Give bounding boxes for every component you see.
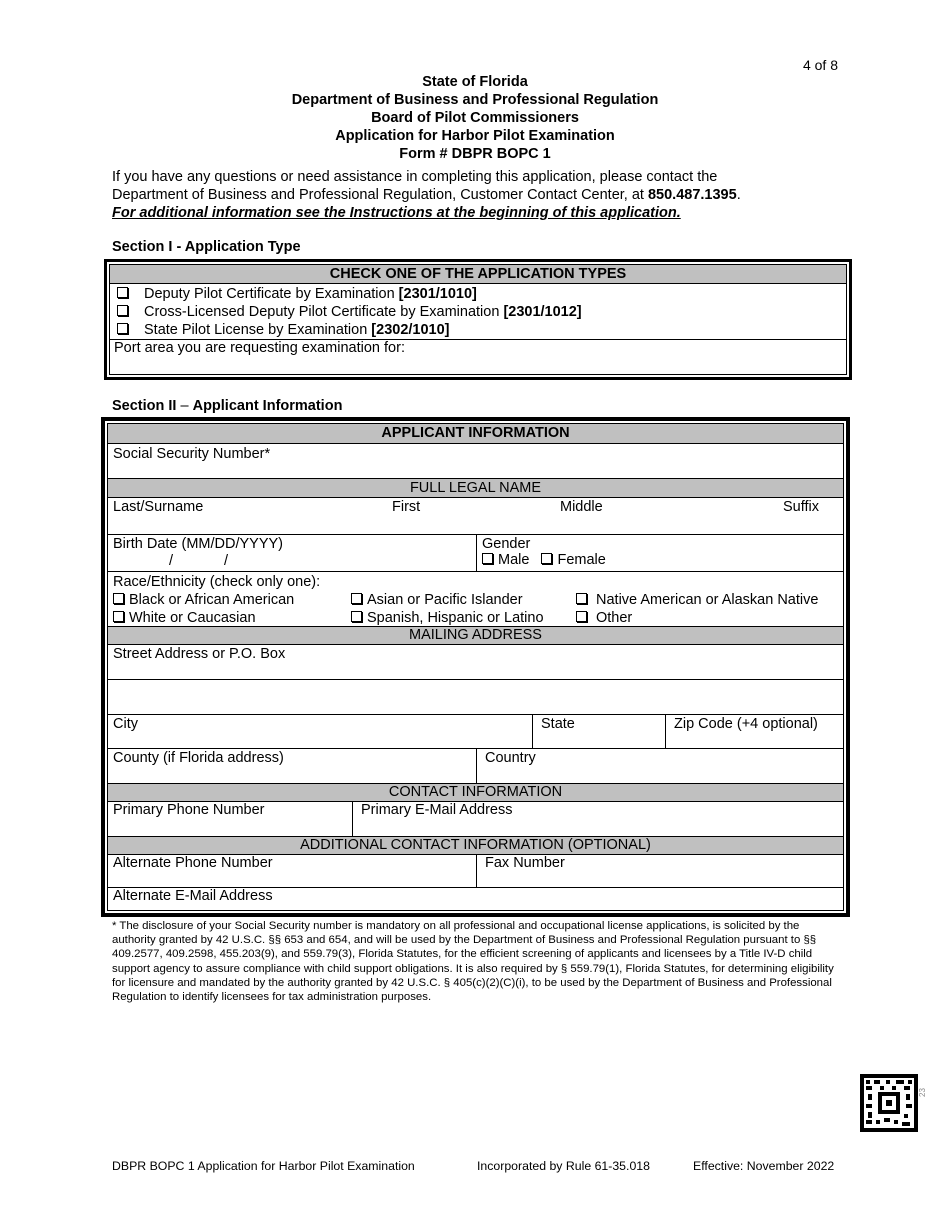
race-option-label: Spanish, Hispanic or Latino	[367, 610, 544, 626]
last-name-label: Last/Surname	[113, 499, 204, 515]
primary-email-label: Primary E-Mail Address	[361, 802, 513, 818]
birth-date-label: Birth Date (MM/DD/YYYY)	[113, 536, 283, 552]
section-2-title	[112, 398, 342, 414]
gender-field	[476, 535, 843, 571]
birth-date-field[interactable]	[108, 535, 476, 571]
alternate-contact-row	[108, 855, 843, 888]
alternate-phone-label: Alternate Phone Number	[113, 855, 273, 871]
checkbox-icon[interactable]	[117, 323, 128, 334]
form-header	[0, 73, 950, 163]
applicant-info-header: APPLICANT INFORMATION	[108, 424, 843, 444]
section-2-title-b: Applicant Information	[192, 398, 343, 414]
race-label: Race/Ethnicity (check only one):	[113, 574, 321, 590]
application-type-options	[110, 284, 846, 340]
contact-information-header: CONTACT INFORMATION	[108, 784, 843, 802]
header-board: Board of Pilot Commissioners	[371, 110, 579, 126]
race-option-black[interactable]	[113, 591, 294, 609]
race-option-label: Asian or Pacific Islander	[367, 592, 523, 608]
suffix-label: Suffix	[783, 499, 820, 515]
intro-period: .	[736, 187, 741, 203]
middle-name-label: Middle	[560, 499, 603, 515]
instructions-note: For additional information see the Instructions at the beginning of this application.	[112, 205, 681, 221]
header-state: State of Florida	[422, 74, 528, 90]
name-row[interactable]	[108, 498, 843, 535]
option-code: [2301/1010]	[398, 286, 477, 302]
option-code: [2301/1012]	[503, 304, 582, 320]
city-field[interactable]	[108, 715, 532, 748]
checkbox-icon[interactable]	[113, 593, 124, 604]
zip-code-label: Zip Code (+4 optional)	[674, 716, 818, 732]
checkbox-icon[interactable]	[576, 611, 587, 622]
state-label: State	[541, 716, 575, 732]
street-address-field[interactable]	[108, 645, 843, 680]
ssn-field[interactable]	[108, 444, 843, 479]
checkbox-icon[interactable]	[351, 593, 362, 604]
applicant-information-box	[101, 417, 850, 917]
option-state-pilot[interactable]	[114, 321, 842, 339]
header-application-title: Application for Harbor Pilot Examination	[335, 128, 615, 144]
primary-email-field[interactable]	[352, 802, 843, 836]
race-option-label: Black or African American	[129, 592, 295, 608]
county-field[interactable]	[108, 749, 476, 783]
primary-phone-label: Primary Phone Number	[113, 802, 265, 818]
race-option-native-american[interactable]	[576, 591, 818, 609]
birth-sep-1: /	[169, 553, 174, 569]
street-address-line-2[interactable]	[108, 680, 843, 715]
race-option-label: White or Caucasian	[129, 610, 256, 626]
port-area-label: Port area you are requesting examination for:	[114, 340, 405, 356]
intro-line-2	[112, 186, 812, 204]
county-label: County (if Florida address)	[113, 750, 284, 766]
alternate-phone-field[interactable]	[108, 855, 476, 887]
option-deputy-pilot[interactable]	[114, 285, 842, 303]
county-country-row	[108, 749, 843, 784]
footer-effective-date: Effective: November 2022	[693, 1159, 835, 1173]
port-area-field[interactable]	[110, 340, 846, 376]
option-cross-licensed[interactable]	[114, 303, 842, 321]
option-label: Deputy Pilot Certificate by Examination	[144, 286, 399, 302]
intro-text	[112, 168, 812, 222]
application-type-box	[104, 259, 852, 380]
checkbox-icon[interactable]	[482, 553, 493, 564]
street-address-label: Street Address or P.O. Box	[113, 646, 286, 662]
footer-rule: Incorporated by Rule 61-35.018	[477, 1159, 650, 1173]
race-ethnicity-field	[108, 572, 843, 627]
fax-number-field[interactable]	[476, 855, 843, 887]
gender-male-option[interactable]	[482, 552, 529, 568]
page-number: 4 of 8	[802, 57, 838, 73]
country-field[interactable]	[476, 749, 843, 783]
city-state-zip-row	[108, 715, 843, 749]
additional-contact-header: ADDITIONAL CONTACT INFORMATION (OPTIONAL)	[108, 837, 843, 855]
country-label: Country	[485, 750, 536, 766]
ssn-label: Social Security Number*	[113, 446, 271, 462]
checkbox-icon[interactable]	[541, 553, 552, 564]
header-form-number: Form # DBPR BOPC 1	[399, 146, 551, 162]
mailing-address-header: MAILING ADDRESS	[108, 627, 843, 645]
checkbox-icon[interactable]	[113, 611, 124, 622]
race-option-label: Native American or Alaskan Native	[596, 592, 819, 608]
fax-number-label: Fax Number	[485, 855, 565, 871]
gender-male-label: Male	[498, 552, 530, 568]
gender-female-option[interactable]	[541, 552, 605, 568]
gender-female-label: Female	[557, 552, 606, 568]
intro-line-1: If you have any questions or need assistance in completing this application, please contact the	[112, 169, 718, 185]
gender-label: Gender	[482, 536, 531, 552]
form-qr-code	[860, 1074, 918, 1132]
race-option-asian[interactable]	[351, 591, 523, 609]
ssn-disclosure-footnote: * The disclosure of your Social Security number is mandatory on all professional and occupational license applications, is solicited by the authority granted by 42 U.S.C. §§ 653 and 654, and will be used by the Department of Business and Professional Regulation pursuant to §§ 409.2577, 409.2598, 455.203(9), and 559.79(3), Florida Statutes, for the efficient screening of applicants and licensees by a Title IV-D child support agency to assure compliance with child support obligations. It is also required by § 559.79(1), Florida Statutes, for determining eligibility for licensure and mandated by the authority granted by 42 U.S.C. § 405(c)(2)(C)(i), to be used by the Department of Business and Professional Regulation to identify licensees for tax administration purposes.	[112, 920, 834, 1004]
footer-form-name: DBPR BOPC 1 Application for Harbor Pilot Examination	[112, 1159, 415, 1173]
header-department: Department of Business and Professional Regulation	[291, 92, 659, 108]
checkbox-icon[interactable]	[117, 305, 128, 316]
section-1-title: Section I - Application Type	[112, 239, 301, 255]
birth-gender-row	[108, 535, 843, 572]
checkbox-icon[interactable]	[576, 593, 587, 604]
zip-code-field[interactable]	[665, 715, 843, 748]
application-type-header: CHECK ONE OF THE APPLICATION TYPES	[110, 265, 846, 284]
race-option-hispanic[interactable]	[351, 609, 544, 627]
checkbox-icon[interactable]	[351, 611, 362, 622]
birth-sep-2: /	[224, 553, 229, 569]
contact-row	[108, 802, 843, 837]
first-name-label: First	[392, 499, 421, 515]
race-option-other[interactable]	[576, 609, 632, 627]
primary-phone-field[interactable]	[108, 802, 352, 836]
option-label: State Pilot License by Examination	[144, 322, 372, 338]
full-legal-name-header: FULL LEGAL NAME	[108, 479, 843, 498]
alternate-email-field[interactable]	[108, 888, 843, 914]
intro-line-2-text: Department of Business and Professional Regulation, Customer Contact Center, at	[112, 187, 648, 203]
option-label: Cross-Licensed Deputy Pilot Certificate by Examination	[144, 304, 504, 320]
contact-phone: 850.487.1395	[647, 187, 737, 203]
side-code: 23	[918, 1088, 927, 1097]
option-code: [2302/1010]	[371, 322, 450, 338]
checkbox-icon[interactable]	[117, 287, 128, 298]
alternate-email-label: Alternate E-Mail Address	[113, 888, 273, 904]
state-field[interactable]	[532, 715, 665, 748]
race-option-white[interactable]	[113, 609, 256, 627]
section-2-dash: –	[176, 398, 193, 414]
section-2-title-a: Section II	[112, 398, 177, 414]
city-label: City	[113, 716, 138, 732]
race-option-label: Other	[596, 610, 633, 626]
